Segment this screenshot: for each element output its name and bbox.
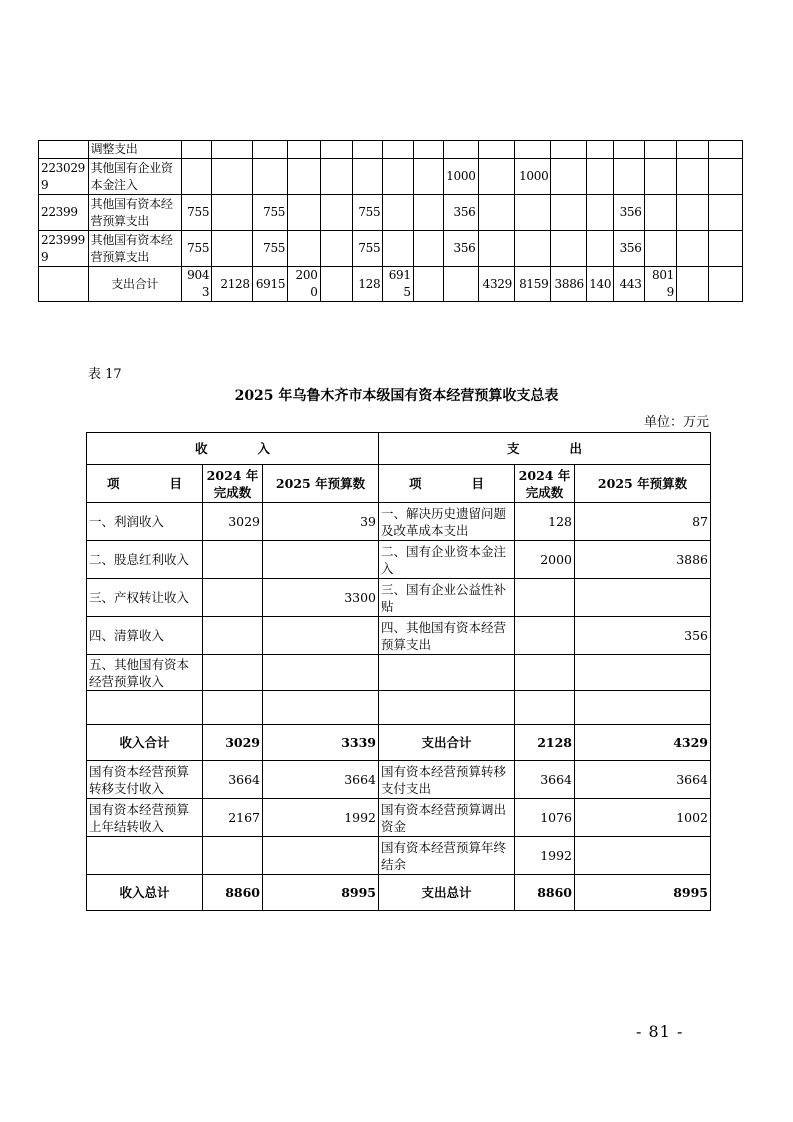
exp-2024-cell	[515, 655, 575, 691]
value-cell: 755	[252, 195, 287, 231]
inc-2025-cell: 1992	[263, 799, 379, 837]
exp-name-cell: 二、国有企业资本金注入	[379, 541, 515, 579]
value-cell	[551, 195, 586, 231]
exp-2025-cell: 8995	[575, 875, 711, 911]
value-cell	[551, 159, 586, 195]
value-cell	[212, 231, 253, 267]
value-cell	[413, 159, 443, 195]
exp-name-cell: 国有资本经营预算转移支付支出	[379, 761, 515, 799]
value-cell	[320, 195, 352, 231]
exp-2025-cell: 4329	[575, 725, 711, 761]
value-cell	[212, 159, 253, 195]
expense-2024-header: 2024 年完成数	[515, 465, 575, 503]
value-cell	[478, 141, 514, 159]
inc-name-cell: 三、产权转让收入	[87, 579, 203, 617]
value-cell	[551, 231, 586, 267]
value-cell	[644, 141, 676, 159]
exp-2025-cell: 356	[575, 617, 711, 655]
inc-name-cell	[87, 691, 203, 725]
value-cell	[478, 195, 514, 231]
exp-2025-cell	[575, 837, 711, 875]
value-cell: 443	[614, 267, 644, 302]
exp-2024-cell	[515, 579, 575, 617]
exp-name-cell: 支出合计	[379, 725, 515, 761]
table-row	[39, 231, 743, 267]
value-cell	[614, 141, 644, 159]
value-cell	[320, 231, 352, 267]
income-item-header: 项 目	[87, 465, 203, 503]
exp-2025-cell: 87	[575, 503, 711, 541]
value-cell	[478, 231, 514, 267]
value-cell	[413, 231, 443, 267]
inc-2024-cell: 3029	[203, 725, 263, 761]
exp-2024-cell: 2000	[515, 541, 575, 579]
row-name: 支出合计	[88, 267, 181, 302]
exp-name-cell: 国有资本经营预算年终结余	[379, 837, 515, 875]
expenditure-detail-table	[38, 140, 743, 302]
inc-name-cell: 二、股息红利收入	[87, 541, 203, 579]
value-cell: 755	[352, 231, 382, 267]
expense-header: 支 出	[379, 433, 711, 465]
value-cell	[677, 141, 709, 159]
value-cell: 2128	[212, 267, 253, 302]
table-row	[87, 617, 711, 655]
exp-2025-cell: 1002	[575, 799, 711, 837]
value-cell: 755	[181, 231, 211, 267]
table-row	[39, 159, 743, 195]
value-cell	[383, 195, 413, 231]
budget-summary-table	[86, 432, 711, 911]
inc-2024-cell: 2167	[203, 799, 263, 837]
section-header-row	[87, 433, 711, 465]
table-row	[39, 267, 743, 302]
value-cell: 6915	[252, 267, 287, 302]
exp-2024-cell	[515, 617, 575, 655]
value-cell: 4329	[478, 267, 514, 302]
inc-2025-cell	[263, 655, 379, 691]
value-cell	[677, 159, 709, 195]
value-cell	[677, 267, 709, 302]
value-cell: 356	[614, 195, 644, 231]
inc-2024-cell	[203, 837, 263, 875]
value-cell	[252, 159, 287, 195]
table-row	[87, 761, 711, 799]
value-cell	[383, 141, 413, 159]
value-cell	[352, 141, 382, 159]
value-cell: 1000	[514, 159, 550, 195]
inc-2024-cell	[203, 579, 263, 617]
value-cell: 2000	[288, 267, 320, 302]
value-cell	[677, 231, 709, 267]
value-cell	[586, 141, 613, 159]
value-cell	[444, 141, 478, 159]
row-name: 其他国有资本经营预算支出	[88, 195, 181, 231]
value-cell: 140	[586, 267, 613, 302]
inc-name-cell: 收入总计	[87, 875, 203, 911]
value-cell	[181, 141, 211, 159]
exp-2024-cell: 1076	[515, 799, 575, 837]
value-cell	[252, 141, 287, 159]
value-cell	[709, 141, 743, 159]
value-cell	[413, 267, 443, 302]
value-cell: 755	[352, 195, 382, 231]
value-cell	[320, 267, 352, 302]
table-row	[87, 691, 711, 725]
value-cell	[383, 231, 413, 267]
table-label: 表 17	[88, 367, 122, 382]
inc-2024-cell	[203, 541, 263, 579]
exp-name-cell	[379, 691, 515, 725]
exp-name-cell	[379, 655, 515, 691]
value-cell	[514, 231, 550, 267]
inc-2025-cell	[263, 691, 379, 725]
value-cell	[644, 159, 676, 195]
inc-name-cell: 一、利润收入	[87, 503, 203, 541]
income-header: 收 入	[87, 433, 379, 465]
value-cell	[586, 195, 613, 231]
exp-name-cell: 支出总计	[379, 875, 515, 911]
value-cell: 9043	[181, 267, 211, 302]
exp-2024-cell: 2128	[515, 725, 575, 761]
inc-2025-cell	[263, 541, 379, 579]
inc-2025-cell	[263, 617, 379, 655]
exp-2024-cell: 128	[515, 503, 575, 541]
value-cell	[181, 159, 211, 195]
inc-name-cell	[87, 837, 203, 875]
value-cell	[383, 159, 413, 195]
row-code	[39, 141, 89, 159]
inc-2024-cell: 3029	[203, 503, 263, 541]
exp-2024-cell: 8860	[515, 875, 575, 911]
exp-name-cell: 国有资本经营预算调出资金	[379, 799, 515, 837]
value-cell	[709, 195, 743, 231]
row-name: 其他国有企业资本金注入	[88, 159, 181, 195]
value-cell: 6915	[383, 267, 413, 302]
total-row	[87, 725, 711, 761]
income-2025-header: 2025 年预算数	[263, 465, 379, 503]
value-cell	[551, 141, 586, 159]
value-cell: 128	[352, 267, 382, 302]
value-cell	[288, 141, 320, 159]
value-cell: 755	[252, 231, 287, 267]
value-cell	[212, 195, 253, 231]
exp-2024-cell: 3664	[515, 761, 575, 799]
row-code	[39, 267, 89, 302]
table-row	[87, 837, 711, 875]
row-code: 2239999	[39, 231, 89, 267]
exp-2025-cell	[575, 579, 711, 617]
value-cell	[677, 195, 709, 231]
value-cell	[614, 159, 644, 195]
inc-name-cell: 四、清算收入	[87, 617, 203, 655]
income-2024-header: 2024 年完成数	[203, 465, 263, 503]
value-cell	[644, 195, 676, 231]
exp-2025-cell	[575, 655, 711, 691]
inc-name-cell: 国有资本经营预算转移支付收入	[87, 761, 203, 799]
total-row	[87, 875, 711, 911]
value-cell: 755	[181, 195, 211, 231]
value-cell	[413, 141, 443, 159]
inc-2024-cell: 3664	[203, 761, 263, 799]
value-cell	[514, 141, 550, 159]
row-code: 22399	[39, 195, 89, 231]
table-row	[39, 141, 743, 159]
value-cell	[709, 159, 743, 195]
table-row	[87, 579, 711, 617]
inc-name-cell: 国有资本经营预算上年结转收入	[87, 799, 203, 837]
value-cell	[320, 141, 352, 159]
value-cell	[709, 231, 743, 267]
page-title: 2025 年乌鲁木齐市本级国有资本经营预算收支总表	[234, 388, 559, 404]
inc-2025-cell: 39	[263, 503, 379, 541]
inc-2024-cell	[203, 691, 263, 725]
value-cell: 3886	[551, 267, 586, 302]
value-cell	[352, 159, 382, 195]
inc-name-cell: 五、其他国有资本经营预算收入	[87, 655, 203, 691]
value-cell: 1000	[444, 159, 478, 195]
value-cell: 8019	[644, 267, 676, 302]
inc-2024-cell: 8860	[203, 875, 263, 911]
exp-name-cell: 三、国有企业公益性补贴	[379, 579, 515, 617]
value-cell	[586, 231, 613, 267]
value-cell: 356	[614, 231, 644, 267]
value-cell	[478, 159, 514, 195]
table-row	[87, 799, 711, 837]
value-cell: 356	[444, 195, 478, 231]
inc-2025-cell: 8995	[263, 875, 379, 911]
exp-2025-cell: 3664	[575, 761, 711, 799]
value-cell	[444, 267, 478, 302]
inc-2025-cell: 3300	[263, 579, 379, 617]
expense-2025-header: 2025 年预算数	[575, 465, 711, 503]
exp-name-cell: 一、解决历史遗留问题及改革成本支出	[379, 503, 515, 541]
value-cell: 8159	[514, 267, 550, 302]
column-header-row	[87, 465, 711, 503]
expense-item-header: 项 目	[379, 465, 515, 503]
table-row	[39, 195, 743, 231]
exp-2025-cell	[575, 691, 711, 725]
value-cell	[212, 141, 253, 159]
value-cell	[709, 267, 743, 302]
value-cell: 356	[444, 231, 478, 267]
value-cell	[514, 195, 550, 231]
inc-2024-cell	[203, 617, 263, 655]
table-row	[87, 503, 711, 541]
exp-2025-cell: 3886	[575, 541, 711, 579]
row-code: 2230299	[39, 159, 89, 195]
table-row	[87, 541, 711, 579]
exp-2024-cell	[515, 691, 575, 725]
value-cell	[644, 231, 676, 267]
value-cell	[288, 231, 320, 267]
table-row	[87, 655, 711, 691]
row-name: 调整支出	[88, 141, 181, 159]
unit-label: 单位：万元	[643, 415, 709, 430]
value-cell	[288, 159, 320, 195]
exp-name-cell: 四、其他国有资本经营预算支出	[379, 617, 515, 655]
value-cell	[586, 159, 613, 195]
inc-2025-cell: 3664	[263, 761, 379, 799]
value-cell	[320, 159, 352, 195]
value-cell	[288, 195, 320, 231]
inc-2024-cell	[203, 655, 263, 691]
page-number: - 81 -	[636, 1022, 684, 1041]
value-cell	[413, 195, 443, 231]
inc-2025-cell: 3339	[263, 725, 379, 761]
exp-2024-cell: 1992	[515, 837, 575, 875]
row-name: 其他国有资本经营预算支出	[88, 231, 181, 267]
inc-2025-cell	[263, 837, 379, 875]
inc-name-cell: 收入合计	[87, 725, 203, 761]
